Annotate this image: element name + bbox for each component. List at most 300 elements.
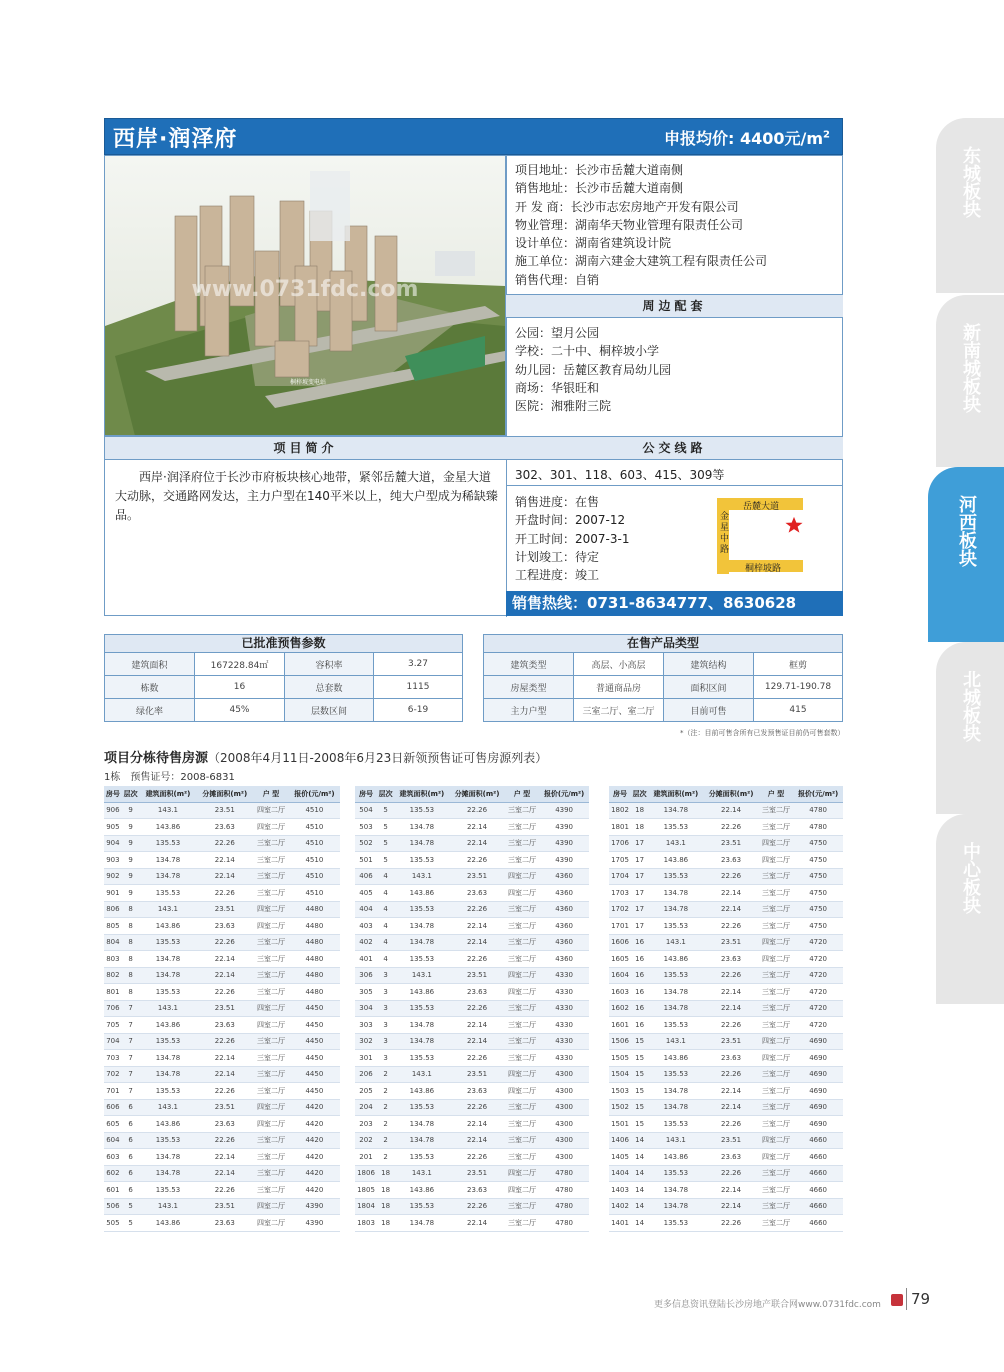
table-cell: 134.78 <box>394 1116 449 1133</box>
table-cell: 143.86 <box>648 1149 703 1166</box>
table-cell: 三室二厅 <box>759 1066 794 1083</box>
table-cell: 134.78 <box>394 819 449 836</box>
table-cell: 22.14 <box>703 1099 758 1116</box>
table-row <box>355 885 589 902</box>
table-cell: 143.1 <box>140 1000 197 1017</box>
table-cell: 4690 <box>793 1083 843 1100</box>
table-cell: 135.53 <box>140 1182 197 1199</box>
table-cell: 三室二厅 <box>505 934 540 951</box>
surrounding-park: 公园：望月公园 <box>515 326 600 340</box>
table-cell: 6 <box>122 1099 140 1116</box>
table-cell: 23.51 <box>196 1000 253 1017</box>
table-cell: 134.78 <box>394 934 449 951</box>
table-row <box>104 1165 340 1182</box>
table-cell: 143.1 <box>648 934 703 951</box>
table-cell: 18 <box>377 1165 394 1182</box>
table-cell: 803 <box>104 951 122 968</box>
table-cell: 三室二厅 <box>253 934 289 951</box>
tab-hexi[interactable]: 河西板块 <box>928 467 1004 642</box>
table-cell: 4750 <box>793 885 843 902</box>
table-cell: 4 <box>377 868 394 885</box>
table-cell: 1405 <box>609 1149 631 1166</box>
table-cell: 三室二厅 <box>253 1165 289 1182</box>
table-cell: 4720 <box>793 1017 843 1034</box>
table-cell: 四室二厅 <box>759 951 794 968</box>
table-cell: 4780 <box>793 802 843 819</box>
table-cell: 三室二厅 <box>505 1198 540 1215</box>
table-cell: 三室二厅 <box>253 984 289 1001</box>
table-cell: 703 <box>104 1050 122 1067</box>
column-header: 层次 <box>377 786 394 802</box>
table-cell: 305 <box>355 984 377 1001</box>
table-cell: 三室二厅 <box>505 1149 540 1166</box>
table-cell: 三室二厅 <box>505 1132 540 1149</box>
table-cell: 1504 <box>609 1066 631 1083</box>
table-row <box>355 901 589 918</box>
table-cell: 三室二厅 <box>505 1017 540 1034</box>
table-cell: 205 <box>355 1083 377 1100</box>
table-cell: 22.14 <box>449 1017 504 1034</box>
table-cell: 22.14 <box>449 918 504 935</box>
table-cell: 14 <box>631 1132 648 1149</box>
table-cell: 2 <box>377 1116 394 1133</box>
table-cell: 4300 <box>539 1132 589 1149</box>
table-cell: 4420 <box>289 1116 340 1133</box>
table-cell: 143.1 <box>140 1198 197 1215</box>
table-cell: 22.14 <box>703 802 758 819</box>
table-cell: 4720 <box>793 934 843 951</box>
table-cell: 135.53 <box>648 1116 703 1133</box>
table-cell: 23.51 <box>196 1198 253 1215</box>
table-cell: 三室二厅 <box>505 1215 540 1232</box>
table-cell: 三室二厅 <box>759 1215 794 1232</box>
table-cell: 15 <box>631 1033 648 1050</box>
table-cell: 134.78 <box>140 1066 197 1083</box>
table-cell: 4 <box>377 901 394 918</box>
table-cell: 4420 <box>289 1182 340 1199</box>
table-cell: 22.26 <box>196 885 253 902</box>
table-cell: 143.86 <box>394 984 449 1001</box>
table-cell: 3 <box>377 967 394 984</box>
bus-divider <box>506 485 843 486</box>
table-row <box>104 1033 340 1050</box>
footer-divider <box>906 1288 907 1310</box>
table-cell: 134.78 <box>394 1215 449 1232</box>
table-cell: 4390 <box>289 1215 340 1232</box>
table-cell: 1502 <box>609 1099 631 1116</box>
table-cell: 四室二厅 <box>253 918 289 935</box>
table-cell: 1801 <box>609 819 631 836</box>
table-cell: 201 <box>355 1149 377 1166</box>
table-cell: 134.78 <box>648 1099 703 1116</box>
table-cell: 1505 <box>609 1050 631 1067</box>
table-cell: 135.53 <box>140 984 197 1001</box>
table-cell: 134.78 <box>648 984 703 1001</box>
table-cell: 4780 <box>793 819 843 836</box>
table-cell: 四室二厅 <box>505 1066 540 1083</box>
table-cell: 7 <box>122 1050 140 1067</box>
table-row <box>104 1083 340 1100</box>
table-cell: 4780 <box>539 1198 589 1215</box>
image-caption: 桐梓坡变电站 <box>290 379 327 386</box>
table-row <box>609 1215 843 1232</box>
table-cell: 22.14 <box>449 1215 504 1232</box>
table-cell: 4360 <box>539 918 589 935</box>
sales-hotline: 销售热线：0731-8634777、8630628 <box>506 591 843 616</box>
table-cell: 143.1 <box>648 1132 703 1149</box>
table-cell: 22.26 <box>449 802 504 819</box>
table-cell: 18 <box>377 1215 394 1232</box>
table-cell: 4 <box>377 951 394 968</box>
table-cell: 4330 <box>539 1017 589 1034</box>
table-cell: 四室二厅 <box>759 852 794 869</box>
table-cell: 三室二厅 <box>505 1000 540 1017</box>
table-cell: 4510 <box>289 819 340 836</box>
table-cell: 134.78 <box>140 1149 197 1166</box>
table-cell: 2 <box>377 1132 394 1149</box>
table-cell: 4750 <box>793 868 843 885</box>
column-header: 房号 <box>355 786 377 802</box>
table-cell: 4780 <box>539 1215 589 1232</box>
table-cell: 4330 <box>539 1000 589 1017</box>
product-types-title: 在售产品类型 <box>483 634 843 652</box>
table-cell: 1501 <box>609 1116 631 1133</box>
table-cell: 4330 <box>539 1050 589 1067</box>
table-cell: 三室二厅 <box>253 1066 289 1083</box>
table-cell: 4300 <box>539 1066 589 1083</box>
table-cell: 三室二厅 <box>505 835 540 852</box>
intro-heading: 项目简介 <box>105 436 506 460</box>
table-cell: 14 <box>631 1215 648 1232</box>
table-cell: 134.78 <box>648 901 703 918</box>
table-cell: 4720 <box>793 951 843 968</box>
column-header: 户 型 <box>505 786 540 802</box>
column-header: 层次 <box>122 786 140 802</box>
table-cell: 三室二厅 <box>253 1182 289 1199</box>
table-cell: 2 <box>377 1099 394 1116</box>
table-row <box>104 1000 340 1017</box>
table-cell: 18 <box>377 1198 394 1215</box>
table-cell: 135.53 <box>140 1083 197 1100</box>
table-cell: 三室二厅 <box>253 1149 289 1166</box>
table-row <box>609 1132 843 1149</box>
table-cell: 904 <box>104 835 122 852</box>
table-cell: 1702 <box>609 901 631 918</box>
table-row <box>609 967 843 984</box>
table-row <box>609 1116 843 1133</box>
table-cell: 16 <box>631 951 648 968</box>
surrounding-school: 学校：二十中、桐梓坡小学 <box>515 344 660 359</box>
table-cell: 22.14 <box>449 835 504 852</box>
table-cell: 15 <box>631 1099 648 1116</box>
table-row <box>104 951 340 968</box>
table-cell: 135.53 <box>648 1215 703 1232</box>
location-map: 岳麓大道 金星中路 桐梓坡路 <box>709 494 809 574</box>
table-cell: 135.53 <box>394 1099 449 1116</box>
table-cell: 三室二厅 <box>253 951 289 968</box>
project-header <box>104 118 843 155</box>
table-cell: 403 <box>355 918 377 935</box>
table-cell: 4390 <box>539 852 589 869</box>
table-cell: 6 <box>122 1165 140 1182</box>
table-cell: 4450 <box>289 1033 340 1050</box>
table-row <box>355 967 589 984</box>
watermark-text: www.0731fdc.com <box>191 277 419 302</box>
table-cell: 三室二厅 <box>505 918 540 935</box>
table-cell: 134.78 <box>140 868 197 885</box>
table-cell: 304 <box>355 1000 377 1017</box>
table-cell: 605 <box>104 1116 122 1133</box>
table-cell: 4330 <box>539 984 589 1001</box>
table-cell: 4480 <box>289 967 340 984</box>
table-cell: 1805 <box>355 1182 377 1199</box>
table-cell: 4480 <box>289 918 340 935</box>
progress-sales: 销售进度：在售 <box>515 495 600 509</box>
table-cell: 134.78 <box>394 918 449 935</box>
table-cell: 三室二厅 <box>759 984 794 1001</box>
column-header: 户 型 <box>253 786 289 802</box>
table-cell: 22.14 <box>449 819 504 836</box>
table-cell: 三室二厅 <box>759 1000 794 1017</box>
table-cell: 202 <box>355 1132 377 1149</box>
table-row <box>104 1116 340 1133</box>
table-cell: 23.51 <box>703 1033 758 1050</box>
table-cell: 三室二厅 <box>253 835 289 852</box>
table-cell: 4420 <box>289 1165 340 1182</box>
table-cell: 17 <box>631 885 648 902</box>
table-cell: 15 <box>631 1116 648 1133</box>
table-cell: 4660 <box>793 1182 843 1199</box>
project-details <box>515 161 767 289</box>
table-cell: 143.1 <box>648 1033 703 1050</box>
table-cell: 三室二厅 <box>505 819 540 836</box>
table-cell: 134.78 <box>140 1165 197 1182</box>
table-cell: 23.51 <box>449 1066 504 1083</box>
table-cell: 1602 <box>609 1000 631 1017</box>
table-cell: 8 <box>122 951 140 968</box>
table-cell: 四室二厅 <box>505 1182 540 1199</box>
table-cell: 143.86 <box>140 918 197 935</box>
table-cell: 23.63 <box>703 1149 758 1166</box>
table-cell: 802 <box>104 967 122 984</box>
table-cell: 135.53 <box>394 852 449 869</box>
presale-params-table: 已批准预售参数 建筑面积 167228.84㎡ 容积率 3.27 栋数 16 总套数 1115 绿化率 45% 层数区间 6-19 <box>104 634 463 722</box>
table-cell: 22.26 <box>703 918 758 935</box>
table-cell: 602 <box>104 1165 122 1182</box>
table-cell: 23.63 <box>703 1050 758 1067</box>
table-row <box>104 1182 340 1199</box>
table-row <box>355 918 589 935</box>
table-cell: 23.63 <box>703 951 758 968</box>
table-cell: 23.51 <box>449 1165 504 1182</box>
table-cell: 23.51 <box>703 1132 758 1149</box>
table-cell: 5 <box>122 1198 140 1215</box>
table-cell: 4300 <box>539 1083 589 1100</box>
table-cell: 4690 <box>793 1033 843 1050</box>
table-cell: 4750 <box>793 918 843 935</box>
table-cell: 134.78 <box>140 951 197 968</box>
table-cell: 501 <box>355 852 377 869</box>
table-cell: 三室二厅 <box>253 852 289 869</box>
table-cell: 143.86 <box>140 1017 197 1034</box>
table-cell: 4360 <box>539 868 589 885</box>
tab-dongcheng[interactable]: 东城板块 <box>936 118 1004 293</box>
table-cell: 四室二厅 <box>759 1050 794 1067</box>
table-cell: 135.53 <box>648 967 703 984</box>
table-cell: 3 <box>377 984 394 1001</box>
table-cell: 5 <box>122 1215 140 1232</box>
column-header: 户 型 <box>759 786 794 802</box>
table-cell: 303 <box>355 1017 377 1034</box>
table-row <box>104 1132 340 1149</box>
table-cell: 4480 <box>289 951 340 968</box>
table-cell: 22.14 <box>703 984 758 1001</box>
table-cell: 17 <box>631 918 648 935</box>
listing-table-3 <box>609 786 843 1232</box>
table-cell: 6 <box>122 1116 140 1133</box>
table-cell: 134.78 <box>140 852 197 869</box>
table-row <box>104 1050 340 1067</box>
table-cell: 2 <box>377 1149 394 1166</box>
table-cell: 805 <box>104 918 122 935</box>
surroundings-list <box>515 324 671 415</box>
table-cell: 22.26 <box>703 1066 758 1083</box>
progress-start: 开工时间：2007-3-1 <box>515 531 630 546</box>
table-cell: 22.26 <box>196 984 253 1001</box>
table-cell: 134.78 <box>394 1033 449 1050</box>
table-cell: 4360 <box>539 885 589 902</box>
table-cell: 4390 <box>289 1198 340 1215</box>
table-cell: 8 <box>122 984 140 1001</box>
table-cell: 四室二厅 <box>759 1149 794 1166</box>
column-header: 建筑面积(m²) <box>140 786 197 802</box>
table-row <box>104 868 340 885</box>
table-cell: 23.63 <box>703 852 758 869</box>
table-cell: 三室二厅 <box>253 885 289 902</box>
table-row <box>609 1050 843 1067</box>
table-cell: 306 <box>355 967 377 984</box>
table-cell: 三室二厅 <box>505 1050 540 1067</box>
surrounding-hospital: 医院：湘雅附三院 <box>515 399 612 414</box>
column-header: 房号 <box>104 786 122 802</box>
detail-agent: 销售代理：自销 <box>515 272 600 287</box>
table-cell: 四室二厅 <box>253 1000 289 1017</box>
table-row <box>104 918 340 935</box>
table-cell: 506 <box>104 1198 122 1215</box>
table-cell: 502 <box>355 835 377 852</box>
table-row <box>104 934 340 951</box>
table-cell: 143.1 <box>140 1099 197 1116</box>
table-cell: 143.1 <box>394 1165 449 1182</box>
table-cell: 23.63 <box>196 1215 253 1232</box>
table-cell: 4510 <box>289 802 340 819</box>
tab-xinnancheng[interactable]: 新南城板块 <box>936 295 1004 467</box>
table-cell: 三室二厅 <box>505 1116 540 1133</box>
table-cell: 134.78 <box>648 1182 703 1199</box>
table-cell: 135.53 <box>394 1050 449 1067</box>
location-star-icon <box>785 516 803 534</box>
table-row <box>355 1149 589 1166</box>
table-cell: 四室二厅 <box>253 819 289 836</box>
tab-beicheng[interactable]: 北城板块 <box>936 642 1004 814</box>
table-cell: 四室二厅 <box>505 868 540 885</box>
presale-params-title: 已批准预售参数 <box>104 634 463 652</box>
table-row <box>609 1198 843 1215</box>
table-cell: 1404 <box>609 1165 631 1182</box>
table-cell: 1705 <box>609 852 631 869</box>
table-row <box>355 819 589 836</box>
table-row <box>355 835 589 852</box>
table-cell: 143.86 <box>394 885 449 902</box>
table-cell: 135.53 <box>140 1132 197 1149</box>
table-cell: 804 <box>104 934 122 951</box>
surrounding-kindergarten: 幼儿园：岳麓区教育局幼儿园 <box>515 362 672 377</box>
listing-table-1 <box>104 786 340 1232</box>
project-title: 西岸·润泽府 <box>113 127 238 152</box>
table-cell: 8 <box>122 901 140 918</box>
table-cell: 135.53 <box>394 1149 449 1166</box>
table-cell: 4450 <box>289 1017 340 1034</box>
table-row <box>355 868 589 885</box>
presale-cert: 1栋 预售证号：2008-6831 <box>104 772 235 783</box>
table-cell: 三室二厅 <box>505 901 540 918</box>
table-cell: 三室二厅 <box>759 1165 794 1182</box>
table-cell: 22.26 <box>449 1000 504 1017</box>
listing-table-2 <box>355 786 589 1232</box>
table-cell: 706 <box>104 1000 122 1017</box>
table-cell: 9 <box>122 868 140 885</box>
table-cell: 505 <box>104 1215 122 1232</box>
table-cell: 23.51 <box>449 868 504 885</box>
table-row <box>355 934 589 951</box>
table-cell: 22.26 <box>196 934 253 951</box>
table-row <box>355 984 589 1001</box>
column-header: 报价(元/m²) <box>289 786 340 802</box>
table-cell: 6 <box>122 1182 140 1199</box>
table-cell: 22.26 <box>449 1099 504 1116</box>
table-cell: 22.26 <box>196 1033 253 1050</box>
progress-list <box>515 493 629 584</box>
column-header: 房号 <box>609 786 631 802</box>
table-cell: 1706 <box>609 835 631 852</box>
table-cell: 四室二厅 <box>253 1116 289 1133</box>
table-cell: 17 <box>631 901 648 918</box>
table-row <box>355 1083 589 1100</box>
table-cell: 17 <box>631 868 648 885</box>
table-cell: 三室二厅 <box>505 1033 540 1050</box>
table-cell: 22.26 <box>449 1198 504 1215</box>
bus-heading: 公交线路 <box>506 436 843 460</box>
table-cell: 905 <box>104 819 122 836</box>
table-cell: 22.26 <box>449 951 504 968</box>
table-cell: 9 <box>122 819 140 836</box>
table-row <box>355 1000 589 1017</box>
table-cell: 5 <box>377 819 394 836</box>
table-row <box>609 1066 843 1083</box>
tab-zhongxin[interactable]: 中心板块 <box>936 814 1004 1004</box>
table-row <box>609 802 843 819</box>
table-cell: 22.26 <box>196 835 253 852</box>
table-row <box>355 951 589 968</box>
table-cell: 203 <box>355 1116 377 1133</box>
table-cell: 8 <box>122 918 140 935</box>
column-header: 层次 <box>631 786 648 802</box>
table-cell: 22.26 <box>703 967 758 984</box>
table-cell: 143.86 <box>648 951 703 968</box>
table-cell: 3 <box>377 1033 394 1050</box>
table-row <box>609 1165 843 1182</box>
table-cell: 22.14 <box>449 1132 504 1149</box>
